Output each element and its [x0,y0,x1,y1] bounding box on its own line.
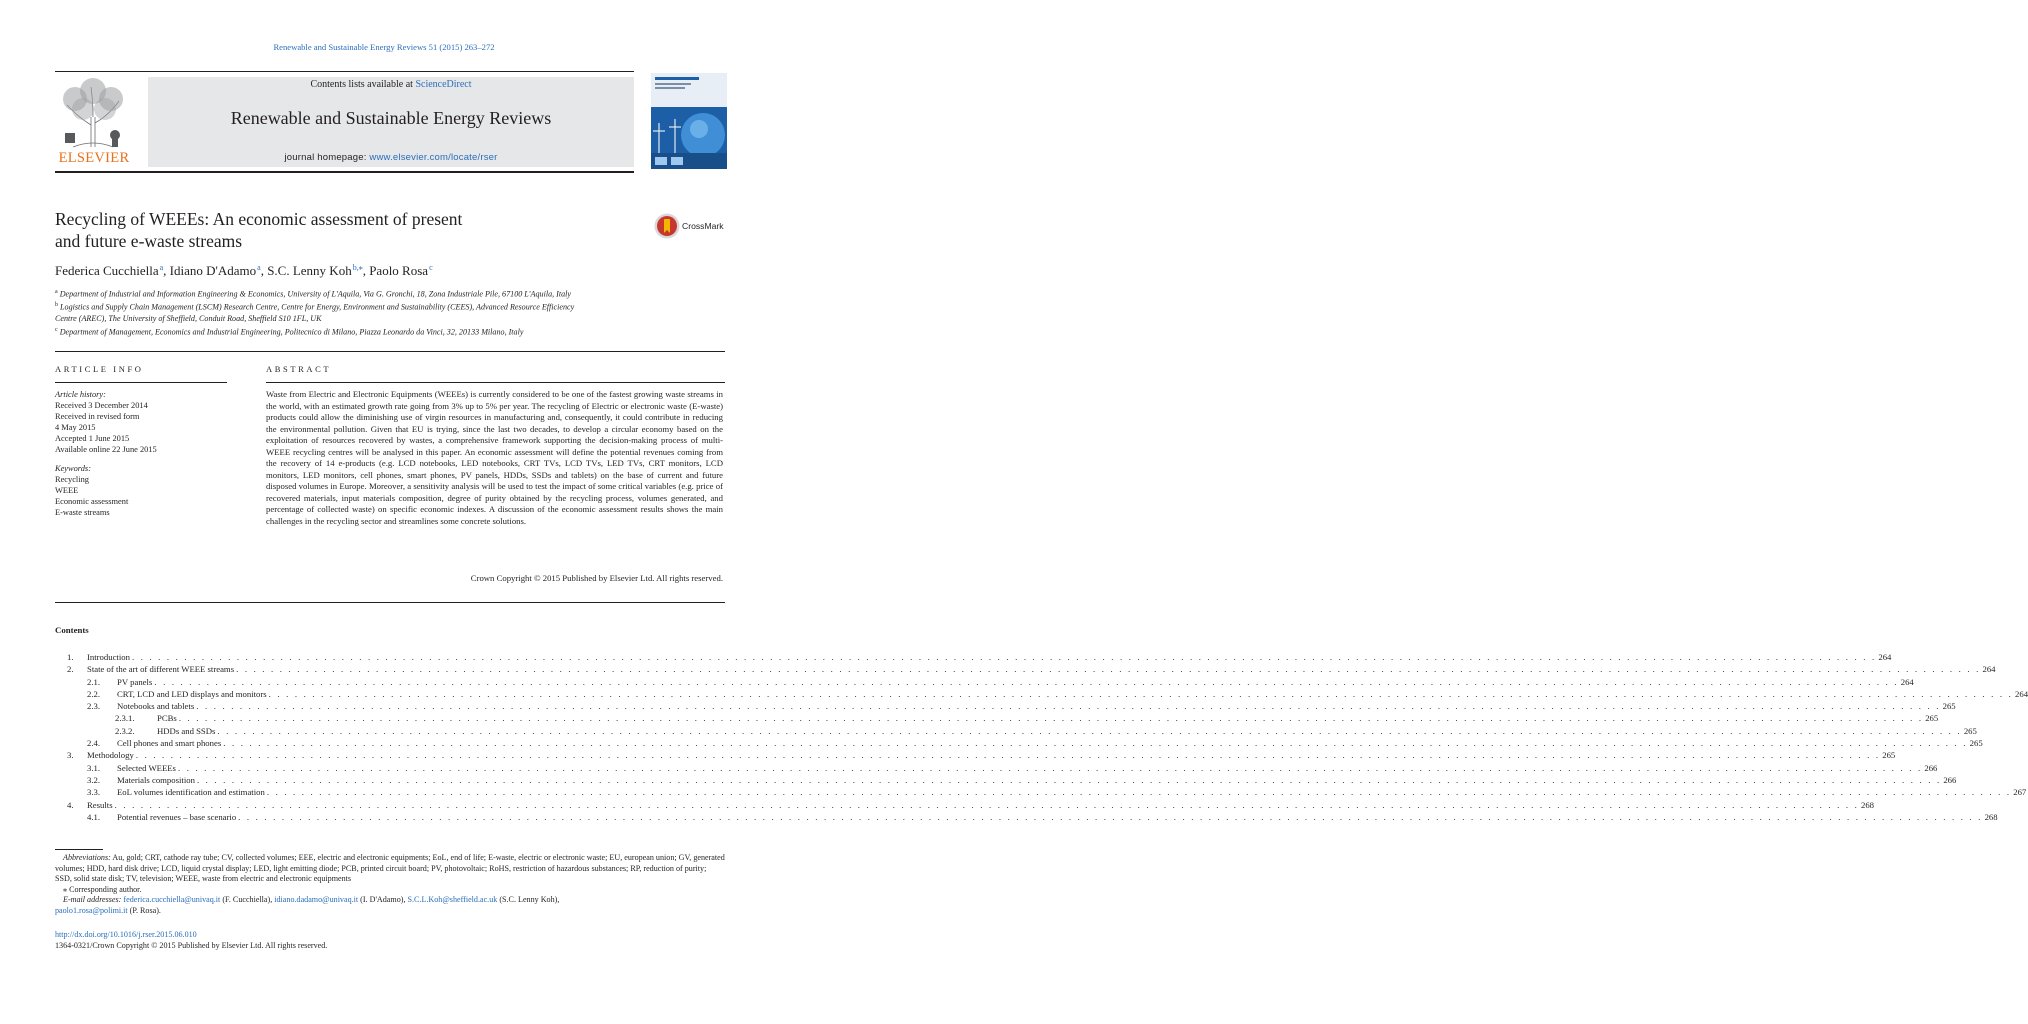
toc-entry-line [87,749,1896,761]
toc-entry-page: 266 [1943,774,1957,785]
toc-leader-dots: . . . . . . . . . . . . . . . . . . . . . . . . . . . . . . . . . . . . . . . . . . . . . . . . . . . . . . . . . . . . . . . . . . . . . . . . . . . . . . . . . . . . . . . . . . . . . . . . . . . . . . . . . . . . . . . . . . . . . . . . . . . . . . . . . . . . . . . . . . . . . . . . . . . . . . . . . . . . . . . . . . . . . . . . . . . . . . . . . . . . . . . . . . . . . . . . . . . . . . . . [196,701,1941,712]
header-bottom-rule [55,171,634,173]
author-name: Federica Cucchiella [55,263,159,278]
toc-leader-dots: . . . . . . . . . . . . . . . . . . . . . . . . . . . . . . . . . . . . . . . . . . . . . . . . . . . . . . . . . . . . . . . . . . . . . . . . . . . . . . . . . . . . . . . . . . . . . . . . . . . . . . . . . . . . . . . . . . . . . . . . . . . . . . . . . . . . . . . . . . . . . . . . . . . . . . . . . . . . . . . . . . . . . . . . . . . . . . . . . . . . . . . . . . . . . . . . . . . . . . . . [196,774,1942,785]
keyword: Recycling [55,475,89,484]
author-affiliation-marker[interactable]: c [429,263,433,272]
toc-entry-line [117,762,1938,774]
toc-entry-number: 2.1. [87,676,101,687]
history-label: Article history: [55,390,106,399]
toc-entry-page: 265 [1969,738,1983,749]
toc-entry[interactable] [55,762,1938,774]
toc-leader-dots: . . . . . . . . . . . . . . . . . . . . . . . . . . . . . . . . . . . . . . . . . . . . . . . . . . . . . . . . . . . . . . . . . . . . . . . . . . . . . . . . . . . . . . . . . . . . . . . . . . . . . . . . . . . . . . . . . . . . . . . . . . . . . . . . . . . . . . . . . . . . . . . . . . . . . . . . . . . . . . . . . . . . . . . . . . . . . . . . . . . . . . . . . . . . . . . . . . . . . . . . [223,738,1968,749]
toc-entry[interactable] [55,786,2027,798]
toc-entry[interactable] [55,725,1977,737]
abbreviations-footnote: Abbreviations: Au, gold; CRT, cathode ray tube; CV, collected volumes; EEE, electric and electronic equipments; EoL, end of life; E-waste, electric or electronic waste; EU, european union; GV, generated volumes; HDD, hard disk drive; LCD, liquid crystal display; LED, light emitting diode; PCB, printed circuit board; PV, photovoltaic; RoHS, restriction of hazardous substances; RP, reduction of purity; SSD, solid state disk; TV, television; WEEE, waste from electric and electronic equipments [55,853,725,884]
toc-entry-number: 3.2. [87,774,101,785]
toc-entry-title: HDDs and SSDs [157,725,216,736]
toc-entry-page: 264 [1982,664,1996,675]
toc-entry-line [117,676,1914,688]
toc-entry-line [87,651,1892,663]
article-info-rule [55,382,227,383]
toc-entry-line [117,688,2028,700]
toc-entry[interactable] [55,663,1996,675]
paper-title [55,208,555,252]
toc-entry[interactable] [55,676,1914,688]
toc-entry-line [87,663,1996,675]
contents-heading: Contents [55,625,89,635]
affiliation-line: $^a$ Department of Industrial and Information Engineering & Economics, University of L'Aquila, Via G. Gronchi, 18, Zona Industriale Pile, 67100 L'Aquila, Italy [55,289,571,299]
toc-entry-number: 3.1. [87,762,101,773]
article-history [55,389,225,518]
toc-entry-page: 267 [2013,787,2027,798]
history-entry: 4 May 2015 [55,423,96,432]
author-name: S.C. Lenny Koh [267,263,352,278]
toc-entry-title: CRT, LCD and LED displays and monitors [117,688,267,699]
toc-entry[interactable] [55,700,1956,712]
toc-entry-title: EoL volumes identification and estimation [117,787,265,798]
toc-entry-number: 2.3.2. [115,725,135,736]
toc-entry-number: 3. [67,750,74,761]
header-top-rule [55,71,634,72]
paper-title-line-2: and future e-waste streams [55,231,243,251]
keywords-label: Keywords: [55,464,91,473]
keyword: WEEE [55,486,79,495]
toc-leader-dots: . . . . . . . . . . . . . . . . . . . . . . . . . . . . . . . . . . . . . . . . . . . . . . . . . . . . . . . . . . . . . . . . . . . . . . . . . . . . . . . . . . . . . . . . . . . . . . . . . . . . . . . . . . . . . . . . . . . . . . . . . . . . . . . . . . . . . . . . . . . . . . . . . . . . . . . . . . . . . . . . . . . . . . . . . . . . . . . . . . . . . . . . . . . . . . . . . . . . . . . . [131,652,1877,662]
footnotes [55,853,725,917]
toc-entry-title: Methodology [87,750,134,761]
toc-leader-dots: . . . . . . . . . . . . . . . . . . . . . . . . . . . . . . . . . . . . . . . . . . . . . . . . . . . . . . . . . . . . . . . . . . . . . . . . . . . . . . . . . . . . . . . . . . . . . . . . . . . . . . . . . . . . . . . . . . . . . . . . . . . . . . . . . . . . . . . . . . . . . . . . . . . . . . . . . . . . . . . . . . . . . . . . . . . . . . . . . . . . . . . . . . . . . . . . . . . . . . . . [178,713,1924,724]
email-link[interactable]: federica.cucchiella@univaq.it [123,895,221,905]
issn-copyright: 1364-0321/Crown Copyright © 2015 Published by Elsevier Ltd. All rights reserved. [55,941,328,950]
toc-entry[interactable] [55,737,1983,749]
journal-cover-image[interactable] [651,73,727,169]
toc-entry-page: 265 [1942,701,1956,712]
abstract-text: Waste from Electric and Electronic Equipments (WEEEs) is currently considered to be one of the fastest growing waste streams in the world, with an estimated growth rate going from 3% up to 5% per year. The recycling of Electric or electronic waste (E-waste) products could allow the diminishing use of virgin resources in manufacturing and, consequently, it could contribute in reducing the environmental pollution. Given that EU is trying, since the last two decades, to develop a circular economy based on the exploitation of resources recovered by wastes, a comprehensive framework supporting the decision-making process of multi-WEEE recycling centres will be analysed in this paper. An economic assessment will define the potential revenues coming from the recovery of 14 e-products (e.g. LCD notebooks, LED notebooks, CRT TVs, LCD TVs, LED TVs, CRT monitors, LCD monitors, LED monitors, cell phones, smart phones, PV panels, HDDs, SSDs and tablets) on the base of current and future disposed volumes in Europe. Moreover, a sensitivity analysis will be used to test the impact of some critical variables (e.g. price of recovered materials, input materials composition, degree of purity obtained by the recycling process, volumes generated, and percentage of collected waste) on specific economic indexes. A discussion of the economic assessment results shows the main challenges in the recycling sector and streamlines some concrete solutions. [266,389,723,527]
elsevier-wordmark: ELSEVIER [58,150,130,166]
toc-entry-title: PCBs [157,713,177,724]
affiliation-line: $^b$ Logistics and Supply Chain Management (LSCM) Research Centre, Centre for Energy, Environment and Sustainability (CEES), Advanced Resource Efficiency [55,302,575,312]
keyword: Economic assessment [55,497,129,506]
email-footnote-cont: paolo1.rosa@polimi.it (P. Rosa). [55,905,161,915]
toc-entry-title: Materials composition [117,774,195,785]
toc-entry-title: Results [87,799,113,810]
doi-link[interactable]: http://dx.doi.org/10.1016/j.rser.2015.06.010 [55,930,197,939]
abstract-copyright: Crown Copyright © 2015 Published by Elsevier Ltd. All rights reserved. [470,573,723,583]
toc-entry-number: 2.3.1. [115,713,135,724]
affiliation-line: $^c$ Department of Management, Economics and Industrial Engineering, Politecnico di Milano, Piazza Leonardo da Vinci, 32, 20133 Milano, Italy [55,326,524,337]
toc-leader-dots: . . . . . . . . . . . . . . . . . . . . . . . . . . . . . . . . . . . . . . . . . . . . . . . . . . . . . . . . . . . . . . . . . . . . . . . . . . . . . . . . . . . . . . . . . . . . . . . . . . . . . . . . . . . . . . . . . . . . . . . . . . . . . . . . . . . . . . . . . . . . . . . . . . . . . . . . . . . . . . . . . . . . . . . . . . . . . . . . . . . . . . . . . . . . . . . . . . . . . . . . [268,688,2014,699]
toc-entry-line [117,811,1998,823]
abstract-bottom-rule [55,602,725,603]
toc-entry-title: Introduction [87,652,130,662]
email-footnote: E-mail addresses: federica.cucchiella@univaq.it (F. Cucchiella), idiano.dadamo@univaq.it (I. D'Adamo), S.C.L.Koh@sheffield.ac.uk (S.C. Lenny Koh), [63,895,560,905]
toc-entry-line [117,700,1956,712]
journal-citation[interactable]: Renewable and Sustainable Energy Reviews 51 (2015) 263–272 [273,42,495,52]
contents-available-line [148,79,634,90]
toc-entry-page: 264 [2015,688,2028,699]
toc-entry-number: 1. [67,652,74,662]
toc-entry-page: 266 [1924,762,1938,773]
toc-leader-dots: . . . . . . . . . . . . . . . . . . . . . . . . . . . . . . . . . . . . . . . . . . . . . . . . . . . . . . . . . . . . . . . . . . . . . . . . . . . . . . . . . . . . . . . . . . . . . . . . . . . . . . . . . . . . . . . . . . . . . . . . . . . . . . . . . . . . . . . . . . . . . . . . . . . . . . . . . . . . . . . . . . . . . . . . . . . . . . . . . . . . . . . . . . . . . . . . . . . . . . . . [266,787,2012,798]
toc-leader-dots: . . . . . . . . . . . . . . . . . . . . . . . . . . . . . . . . . . . . . . . . . . . . . . . . . . . . . . . . . . . . . . . . . . . . . . . . . . . . . . . . . . . . . . . . . . . . . . . . . . . . . . . . . . . . . . . . . . . . . . . . . . . . . . . . . . . . . . . . . . . . . . . . . . . . . . . . . . . . . . . . . . . . . . . . . . . . . . . . . . . . . . . . . . . . . . . . . . . . . . . . [135,750,1881,761]
toc-entry-page: 265 [1963,725,1977,736]
toc-entry[interactable] [55,688,2028,700]
toc-entry-page: 268 [1860,799,1875,810]
homepage-prefix: journal homepage: [284,152,370,163]
toc-entry-page: 265 [1882,750,1896,761]
footnote-rule [55,849,103,850]
email-link[interactable]: paolo1.rosa@polimi.it [55,905,128,915]
toc-entry-page: 264 [1900,676,1914,687]
article-info-heading: ARTICLE INFO [55,364,144,374]
abstract-rule [266,382,725,383]
author-name: Paolo Rosa [369,263,429,278]
table-of-contents [55,651,2028,823]
toc-entry[interactable] [55,749,1896,761]
contents-prefix: Contents lists available at [310,79,416,90]
toc-entry-number: 4.1. [87,811,101,822]
toc-leader-dots: . . . . . . . . . . . . . . . . . . . . . . . . . . . . . . . . . . . . . . . . . . . . . . . . . . . . . . . . . . . . . . . . . . . . . . . . . . . . . . . . . . . . . . . . . . . . . . . . . . . . . . . . . . . . . . . . . . . . . . . . . . . . . . . . . . . . . . . . . . . . . . . . . . . . . . . . . . . . . . . . . . . . . . . . . . . . . . . . . . . . . . . . . . . . . . . . . . . . . . . . [114,799,1859,810]
history-entry: Accepted 1 June 2015 [55,434,130,443]
history-entry: Received 3 December 2014 [55,401,148,410]
front-matter-rule [55,351,725,352]
affiliations [55,287,715,338]
toc-leader-dots: . . . . . . . . . . . . . . . . . . . . . . . . . . . . . . . . . . . . . . . . . . . . . . . . . . . . . . . . . . . . . . . . . . . . . . . . . . . . . . . . . . . . . . . . . . . . . . . . . . . . . . . . . . . . . . . . . . . . . . . . . . . . . . . . . . . . . . . . . . . . . . . . . . . . . . . . . . . . . . . . . . . . . . . . . . . . . . . . . . . . . . . . . . . . . . . . . . . . . . . . [177,762,1923,773]
toc-entry[interactable] [55,651,1892,663]
crossmark-icon [654,212,680,240]
toc-entry-line [117,774,1957,786]
toc-entry[interactable] [55,712,1939,724]
toc-entry-line [117,737,1983,749]
history-entry: Available online 22 June 2015 [55,445,157,454]
author-affiliation-marker[interactable]: b,⁎ [352,263,363,272]
author-list: Federica Cucchiella$^a$, Idiano D'Adamo$^a$, S.C. Lenny Koh$^{b,⁎}$, Paolo Rosa$^c$ [55,263,433,278]
sciencedirect-link[interactable]: ScienceDirect [415,79,472,90]
paper-title-line-1: Recycling of WEEEs: An economic assessment of present [55,209,463,229]
toc-entry[interactable] [55,799,1875,811]
toc-entry-line [157,725,1977,737]
toc-leader-dots: . . . . . . . . . . . . . . . . . . . . . . . . . . . . . . . . . . . . . . . . . . . . . . . . . . . . . . . . . . . . . . . . . . . . . . . . . . . . . . . . . . . . . . . . . . . . . . . . . . . . . . . . . . . . . . . . . . . . . . . . . . . . . . . . . . . . . . . . . . . . . . . . . . . . . . . . . . . . . . . . . . . . . . . . . . . . . . . . . . . . . . . . . . . . . . . . . . . . . . . . [238,811,1983,822]
toc-entry-page: 264 [1878,652,1892,662]
author-affiliation-marker[interactable]: a [257,263,261,272]
toc-leader-dots: . . . . . . . . . . . . . . . . . . . . . . . . . . . . . . . . . . . . . . . . . . . . . . . . . . . . . . . . . . . . . . . . . . . . . . . . . . . . . . . . . . . . . . . . . . . . . . . . . . . . . . . . . . . . . . . . . . . . . . . . . . . . . . . . . . . . . . . . . . . . . . . . . . . . . . . . . . . . . . . . . . . . . . . . . . . . . . . . . . . . . . . . . . . . . . . . . . . . . . . . [236,664,1981,675]
toc-entry-title: PV panels [117,676,153,687]
homepage-link[interactable]: www.elsevier.com/locate/rser [369,152,498,163]
toc-entry-title: Potential revenues – base scenario [117,811,237,822]
author-name: Idiano D'Adamo [169,263,257,278]
toc-entry-number: 2.3. [87,701,101,712]
journal-homepage-line [148,152,634,163]
toc-entry-line [117,786,2027,798]
toc-entry-number: 2.2. [87,688,101,699]
toc-entry[interactable] [55,774,1957,786]
toc-entry-title: Notebooks and tablets [117,701,195,712]
toc-entry-number: 4. [67,799,74,810]
toc-entry-page: 265 [1925,713,1939,724]
email-link[interactable]: idiano.dadamo@univaq.it [274,895,359,905]
toc-entry-page: 268 [1984,811,1998,822]
affiliation-line: Centre (AREC), The University of Sheffield, Conduit Road, Sheffield S10 1FL, UK [55,314,322,324]
toc-entry-line [157,712,1939,724]
toc-entry-number: 3.3. [87,787,101,798]
email-link[interactable]: S.C.L.Koh@sheffield.ac.uk [407,895,498,905]
toc-entry-number: 2.4. [87,738,101,749]
journal-title: Renewable and Sustainable Energy Reviews [230,108,552,128]
toc-entry-title: Cell phones and smart phones [117,738,222,749]
toc-entry-title: Selected WEEEs [117,762,176,773]
keyword: E-waste streams [55,508,110,517]
author-affiliation-marker[interactable]: a [159,263,164,272]
crossmark-badge[interactable] [654,212,734,240]
toc-entry[interactable] [55,811,1998,823]
history-entry: Received in revised form [55,412,140,421]
toc-entry-number: 2. [67,664,74,675]
crossmark-label: CrossMark [682,221,724,231]
toc-leader-dots: . . . . . . . . . . . . . . . . . . . . . . . . . . . . . . . . . . . . . . . . . . . . . . . . . . . . . . . . . . . . . . . . . . . . . . . . . . . . . . . . . . . . . . . . . . . . . . . . . . . . . . . . . . . . . . . . . . . . . . . . . . . . . . . . . . . . . . . . . . . . . . . . . . . . . . . . . . . . . . . . . . . . . . . . . . . . . . . . . . . . . . . . . . . . . . . . . . . . . . . . [154,676,1899,687]
corresponding-author-note: ⁎ Corresponding author. [63,884,142,894]
toc-leader-dots: . . . . . . . . . . . . . . . . . . . . . . . . . . . . . . . . . . . . . . . . . . . . . . . . . . . . . . . . . . . . . . . . . . . . . . . . . . . . . . . . . . . . . . . . . . . . . . . . . . . . . . . . . . . . . . . . . . . . . . . . . . . . . . . . . . . . . . . . . . . . . . . . . . . . . . . . . . . . . . . . . . . . . . . . . . . . . . . . . . . . . . . . . . . . . . . . . . . . . . . . [217,725,1962,736]
toc-entry-title: State of the art of different WEEE streams [87,664,235,675]
abstract-heading: ABSTRACT [266,364,332,374]
toc-entry-line [87,799,1875,811]
